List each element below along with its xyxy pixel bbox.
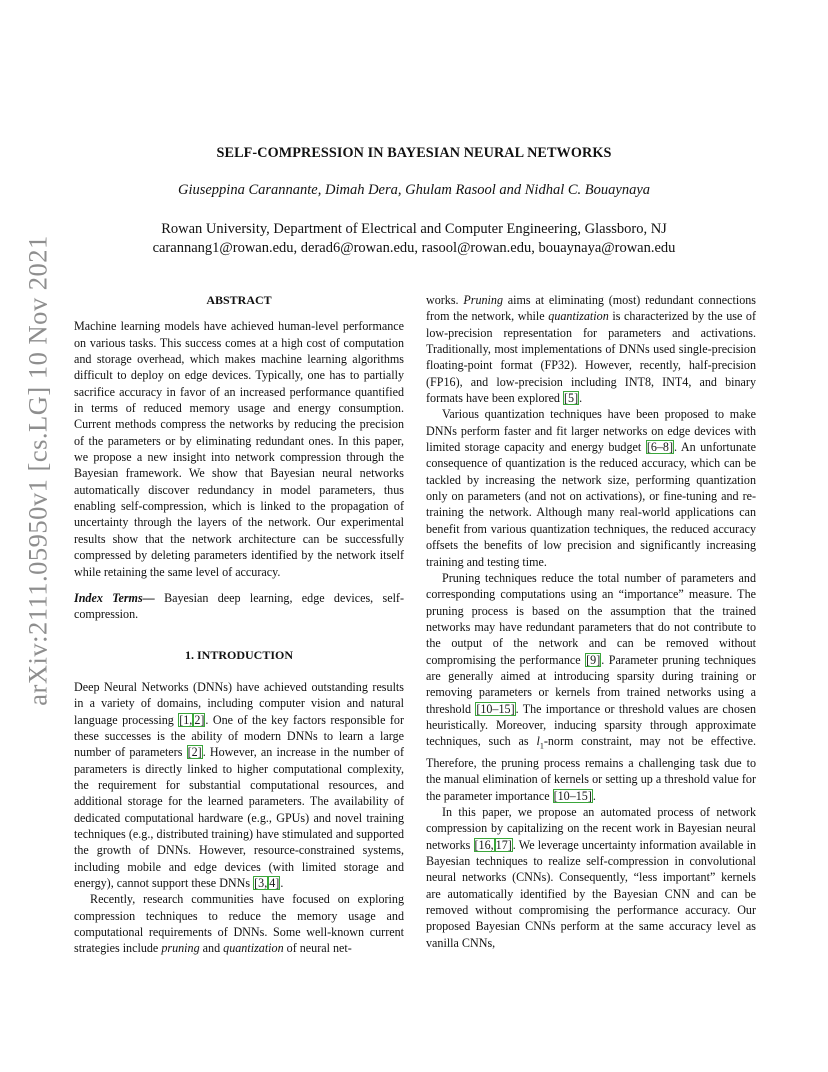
intro-paragraph-1: Deep Neural Networks (DNNs) have achieved outstanding results in a variety of domains, including computer vision and natural language processing [1, 2]. One of the key factors responsible for these successes is the ability of modern DNNs to learn a large number of parameters [2]. However, an increase in the number of parameters is directly linked to higher computational complexity, the requirement for substantial computational resources, and additional storage for the learned parameters. The availability of dedicated computational hardware (e.g., GPUs) and novel training techniques (e.g., distributed training) have stimulated and supported the growth of DNNs. However, resource-constrained systems, including mobile and edge devices (with limited storage and energy), cannot support these DNNs [3, 4]. <box>74 679 404 890</box>
index-terms <box>74 590 404 623</box>
citation-link[interactable]: [1, <box>179 712 193 727</box>
right-paragraph-4: In this paper, we propose an automated process of network compression by capitalizing on the recent work in Bayesian neural networks [16, 17]. We leverage uncertainty information available in Bayesian techniques to realize self-compression in convolutional neural networks (CNNs). Consequently, “less important” kernels are automatically identified by the Bayesian CNN and can be removed without compromising the performance accuracy. Our proposed Bayesian CNNs perform at the same accuracy level as vanilla CNNs, <box>426 805 756 950</box>
index-terms-label: Index Terms— <box>74 590 155 605</box>
citation-link[interactable]: [10–15] <box>553 788 592 803</box>
abstract-heading: ABSTRACT <box>206 293 272 307</box>
right-paragraph-3: Pruning techniques reduce the total number of parameters and corresponding computations using an “importance” measure. The pruning process is based on the assumption that the trained networks may have redundant parameters that do not contribute to the output of the network and can be removed without compromising the performance [9]. Parameter pruning techniques are generally aimed at introducing sparsity during training or removing parameters or kernels from trained networks using a threshold [10–15]. The importance or threshold values are chosen heuristically. Moreover, inducing sparsity through approximate techniques, such as $l_1$-norm constraint, may not be effective. Therefore, the pruning process remains a challenging task due to the manual elimination of kernels or setting up a threshold value for the parameter importance [10–15]. <box>426 570 756 803</box>
citation-link[interactable]: [2] <box>187 745 202 760</box>
citation-link[interactable]: [3, <box>254 876 268 890</box>
citation-link[interactable]: 17] <box>495 837 512 852</box>
right-paragraph-1: works. Pruning aims at eliminating (most) redundant connections from the network, while quantization is characterized by the use of low-precision representation for parameters and activations. Traditionally, most implementations of DNNs used single-precision floating-point format (FP32). However, recently, half-precision (FP16), and low-precision including INT8, INT4, and binary formats have been explored [5]. <box>426 293 756 406</box>
abstract-text: Machine learning models have achieved human-level performance on various tasks. This success comes at a high cost of computation and storage overhead, which makes machine learning algorithms difficult to deploy on edge devices. Typically, one has to partially sacrifice accuracy in favor of an increased performance quantified in terms of reduced memory usage and energy consumption. Current methods compress the networks by reducing the precision of the parameters or by eliminating redundant ones. In this paper, we propose a new insight into network compression through the Bayesian framework. We show that Bayesian neural networks automatically discover redundancy in model parameters, thus enabling self-compression, which is linked to the propagation of uncertainty through the layers of the network. Our experimental results show that the network architecture can be successfully compressed by deleting parameters identified by the network itself while retaining the same level of accuracy. <box>74 319 404 579</box>
intro-paragraph-2: Recently, research communities have focused on exploring compression techniques to reduce the memory usage and computational requirements of DNNs. Some well-known current strategies include pruning and quantization of neural net- <box>74 892 404 956</box>
paper-title: SELF-COMPRESSION IN BAYESIAN NEURAL NETWORKS <box>216 145 612 161</box>
left-column <box>74 292 404 957</box>
right-column <box>426 292 756 951</box>
citation-link[interactable]: [9] <box>586 652 601 667</box>
affiliation-block <box>74 220 754 257</box>
citation-link[interactable]: [5] <box>564 391 579 406</box>
citation-link[interactable]: [6–8] <box>646 440 674 455</box>
affiliation: Rowan University, Department of Electrical and Computer Engineering, Glassboro, NJ <box>161 221 667 237</box>
author-list: Giuseppina Carannante, Dimah Dera, Ghulam Rasool and Nidhal C. Bouaynaya <box>177 182 651 198</box>
arxiv-identifier-stamp <box>18 210 58 730</box>
citation-link[interactable]: [10–15] <box>476 701 515 716</box>
arxiv-id-text: arXiv:2111.05950v1 [cs.LG] 10 Nov 2021 <box>22 234 53 706</box>
citation-link[interactable]: 2] <box>194 712 205 727</box>
citation-link[interactable]: [16, <box>474 837 494 852</box>
author-emails: carannang1@rowan.edu, derad6@rowan.edu, rasool@rowan.edu, bouaynaya@rowan.edu <box>152 239 676 256</box>
right-paragraph-2: Various quantization techniques have been proposed to make DNNs perform faster and fit larger networks on edge devices with limited storage capacity and energy budget [6–8]. An unfortunate consequence of quantization is the reduced accuracy, which can be tackled by increasing the network size, performing quantization only on parameters (and not on activations), or fine-tuning and re-training the network. Although many real-world applications can benefit from various quantization techniques, the reduced accuracy offsets the benefits of low precision and significantly increasing training and testing time. <box>426 407 756 569</box>
citation-link[interactable]: 4] <box>269 876 280 890</box>
index-terms-text: Bayesian deep learning, edge devices, self-compression. <box>74 590 404 622</box>
introduction-heading: 1. INTRODUCTION <box>184 647 293 662</box>
